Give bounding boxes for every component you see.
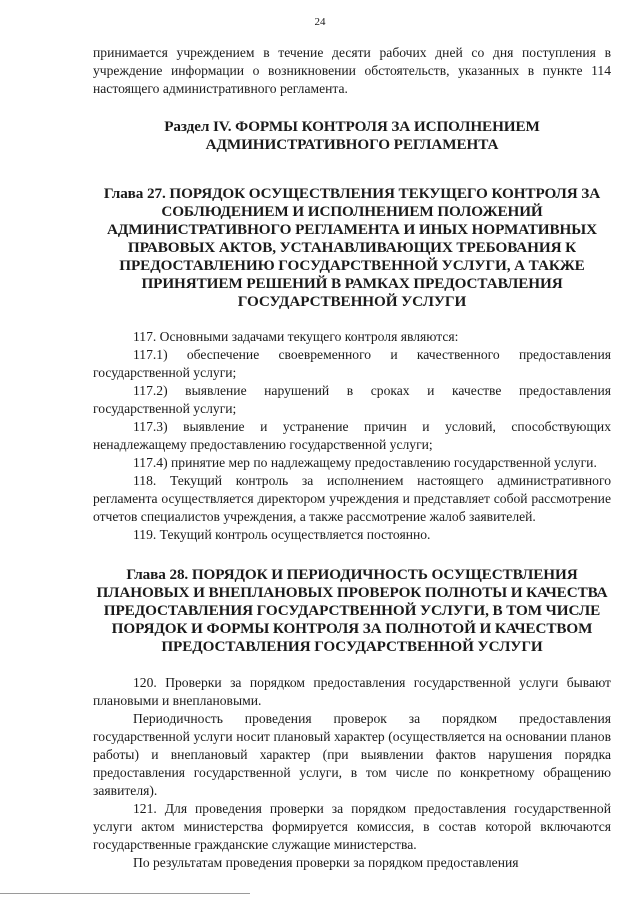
paragraph-118: 118. Текущий контроль за исполнением настоящего административного регламента осуществляется директором учреждения и представляет собой рассмотрение отчетов специалистов учреждения, а также рассмотрение жалоб заявителей. (93, 473, 611, 524)
paragraph-117-1: 117.1) обеспечение своевременного и качественного предоставления государственной услуги; (93, 347, 611, 380)
chapter-27-heading: Глава 27. ПОРЯДОК ОСУЩЕСТВЛЕНИЯ ТЕКУЩЕГО КОНТРОЛЯ ЗА СОБЛЮДЕНИЕМ И ИСПОЛНЕНИЕМ ПОЛОЖЕНИЙ АДМИНИСТРАТИВНОГО РЕГЛАМЕНТА И ИНЫХ НОРМАТИВНЫХ ПРАВОВЫХ АКТОВ, УСТАНАВЛИВАЮЩИХ ТРЕБОВАНИЯ К ПРЕДОСТАВЛЕНИЮ ГОСУДАРСТВЕННОЙ УСЛУГИ, А ТАКЖЕ ПРИНЯТИЕМ РЕШЕНИЙ В РАМКАХ ПРЕДОСТАВЛЕНИЯ ГОСУДАРСТВЕННОЙ УСЛУГИ (103, 185, 601, 310)
document-body (93, 44, 611, 872)
paragraph-119: 119. Текущий контроль осуществляется постоянно. (133, 527, 431, 542)
paragraph-periodicity: Периодичность проведения проверок за порядком предоставления государственной услуги носит плановый характер (осуществляется на основании планов работы) и внеплановый характер (при выявлении фактов нарушения порядка предоставления государственной услуги, в том числе по конкретному обращению заявителя). (93, 711, 611, 798)
paragraph-117-3: 117.3) выявление и устранение причин и условий, способствующих ненадлежащему предоставлению государственной услуги; (93, 419, 611, 452)
section-heading: Раздел IV. ФОРМЫ КОНТРОЛЯ ЗА ИСПОЛНЕНИЕМ АДМИНИСТРАТИВНОГО РЕГЛАМЕНТА (164, 118, 540, 153)
paragraph-117-4: 117.4) принятие мер по надлежащему предоставлению государственной услуги. (133, 455, 597, 470)
paragraph-117: 117. Основными задачами текущего контроля являются: (133, 329, 459, 344)
scan-edge-line (0, 893, 250, 894)
page-number: 24 (314, 16, 326, 28)
chapter-28-heading: Глава 28. ПОРЯДОК И ПЕРИОДИЧНОСТЬ ОСУЩЕСТВЛЕНИЯ ПЛАНОВЫХ И ВНЕПЛАНОВЫХ ПРОВЕРОК ПОЛНОТЫ И КАЧЕСТВА ПРЕДОСТАВЛЕНИЯ ГОСУДАРСТВЕННОЙ УСЛУГИ, В ТОМ ЧИСЛЕ ПОРЯДОК И ФОРМЫ КОНТРОЛЯ ЗА ПОЛНОТОЙ И КАЧЕСТВОМ ПРЕДОСТАВЛЕНИЯ ГОСУДАРСТВЕННОЙ УСЛУГИ (96, 566, 608, 655)
paragraph-121: 121. Для проведения проверки за порядком предоставления государственной услуги актом министерства формируется комиссия, в состав которой включаются государственные гражданские служащие министерства. (93, 801, 611, 852)
paragraph-results: По результатам проведения проверки за порядком предоставления (133, 855, 519, 870)
intro-paragraph: принимается учреждением в течение десяти рабочих дней со дня поступления в учреждение информации о возникновении обстоятельств, указанных в пункте 114 настоящего административного регламента. (93, 45, 611, 96)
paragraph-120: 120. Проверки за порядком предоставления государственной услуги бывают плановыми и внеплановыми. (93, 675, 611, 708)
paragraph-117-2: 117.2) выявление нарушений в сроках и качестве предоставления государственной услуги; (93, 383, 611, 416)
